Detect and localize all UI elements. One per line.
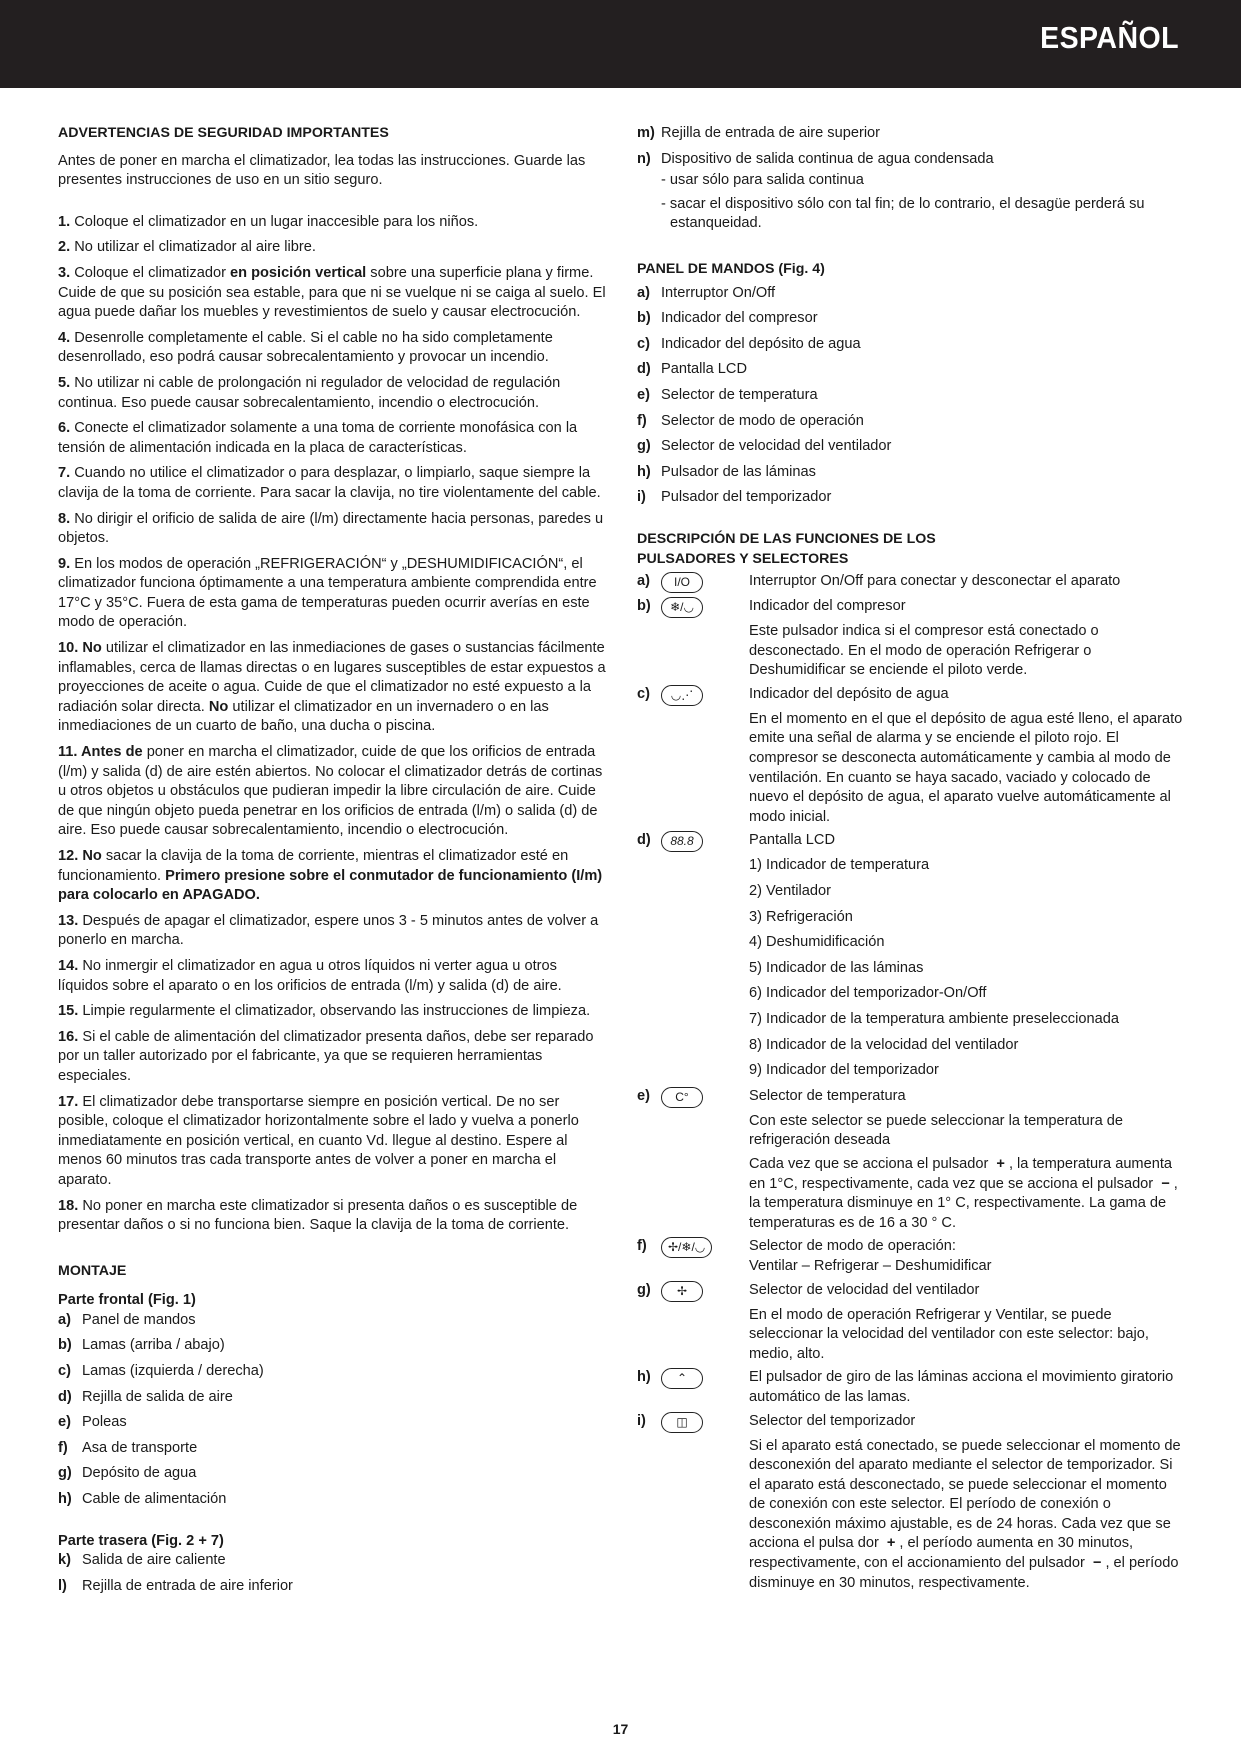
list-item: f) Selector de modo de operación <box>637 412 864 429</box>
safety-item: 7. Cuando no utilice el climatizador o para desplazar, o limpiarlo, saque siempre la clavija de la toma de corriente. Para sacar la clavija, no tire violentamente del cable. <box>58 465 601 501</box>
list-item: 6) Indicador del temporizador-On/Off <box>749 985 987 1002</box>
list-item: a) Panel de mandos <box>58 1311 196 1328</box>
safety-item: 5. No utilizar ni cable de prolongación ni regulador de velocidad de regulación continua. Eso puede causar sobrecalentamiento, incendio o electrocución. <box>58 374 561 411</box>
list-item: d) Rejilla de salida de aire <box>58 1388 233 1405</box>
fan-icon: ✢ <box>661 1281 703 1302</box>
list-item: 5) Indicador de las láminas <box>749 959 924 976</box>
function-b: b) ❄/◡ Indicador del compresor <box>637 597 1183 618</box>
funciones-title-2: PULSADORES Y SELECTORES <box>637 550 849 567</box>
function-b-desc: Este pulsador indica si el compresor está conectado o desconectado. En el modo de operación Refrigerar o Deshumidificar se enciende el piloto verde. <box>749 623 1099 679</box>
plus-icon: + <box>996 1155 1005 1172</box>
front-title: Parte frontal (Fig. 1) <box>58 1292 196 1309</box>
safety-item: 4. Desenrolle completamente el cable. Si el cable no ha sido completamente desenrollado, eso podrá causar sobrecalentamiento y provocar un incendio. <box>58 329 553 366</box>
minus-icon: − <box>1092 1555 1102 1572</box>
function-c: c) ◡⋰ Indicador del depósito de agua <box>637 685 1183 706</box>
minus-icon: − <box>1161 1175 1170 1192</box>
safety-item: 6. Conecte el climatizador solamente a una toma de corriente monofásica con la tensión de alimentación indicada en la placa de características. <box>58 420 578 456</box>
function-f: f) ✢/❄/◡ Selector de modo de operación: Ventilar – Refrigerar – Deshumidificar <box>637 1238 992 1274</box>
function-i: i) ◫ Selector del temporizador <box>637 1412 1183 1433</box>
rear-title: Parte trasera (Fig. 2 + 7) <box>58 1532 224 1549</box>
language-label: ESPAÑOL <box>1040 20 1179 55</box>
list-item: b) Lamas (arriba / abajo) <box>58 1337 225 1354</box>
list-item: 9) Indicador del temporizador <box>749 1062 939 1079</box>
list-item: i) Pulsador del temporizador <box>637 489 832 506</box>
list-item: n) Dispositivo de salida continua de agua condensada <box>637 150 994 167</box>
safety-item: 11. Antes de poner en marcha el climatizador, cuide de que los orificios de entrada (l/m) y salida (d) de aire estén abiertos. No colocar el climatizador detrás de cortinas u otros objetos u obstáculos que pudieran impedir la libre circulación de aire. Cuide de que ningún objeto pueda penetrar en los orificios de entrada (l/m) o salida (d) de aire. Eso puede causar sobrecalentamiento, incendio o electrocución. <box>58 744 603 839</box>
list-item: b) Indicador del compresor <box>637 310 818 327</box>
plus-icon: + <box>886 1535 896 1552</box>
right-column <box>637 124 1183 1597</box>
list-item: f) Asa de transporte <box>58 1439 198 1456</box>
list-item: e) Poleas <box>58 1414 127 1431</box>
safety-item: 9. En los modos de operación „REFRIGERACIÓN“ y „DESHUMIDIFICACIÓN“, el climatizador funciona óptimamente a una temperatura ambiente comprendida entre 17°C y 35°C. Fuera de esta gama de temperaturas pueden ocurrir averías en este modo de operación. <box>58 555 597 631</box>
list-item: 8) Indicador de la velocidad del ventilador <box>749 1036 1019 1053</box>
safety-item: 13. Después de apagar el climatizador, espere unos 3 - 5 minutos antes de volver a ponerlo en marcha. <box>58 912 599 949</box>
list-item: 3) Refrigeración <box>749 908 853 925</box>
list-item: 7) Indicador de la temperatura ambiente preseleccionada <box>749 1011 1119 1027</box>
list-item: h) Pulsador de las láminas <box>637 463 816 480</box>
list-item: g) Selector de velocidad del ventilador <box>637 438 892 455</box>
function-g: g) ✢ Selector de velocidad del ventilador <box>637 1281 1183 1302</box>
safety-item: 10. No utilizar el climatizador en las inmediaciones de gases o sustancias fácilmente inflamables, cerca de llamas directas o en lugares susceptibles de estar expuestos a proyecciones de aceite o agua. Cuide de que el climatizador no esté expuesto a la radiación solar directa. No utilizar el climatizador en un invernadero o en las inmediaciones de un cuarto de baño, una ducha o piscina. <box>58 640 606 735</box>
funciones-title-1: DESCRIPCIÓN DE LAS FUNCIONES DE LOS <box>637 530 936 547</box>
safety-item: 16. Si el cable de alimentación del climatizador presenta daños, debe ser reparado por un taller autorizado por el fabricante, ya que se requieren herramientas especiales. <box>58 1028 594 1084</box>
front-list <box>58 1311 606 1510</box>
montaje-title: MONTAJE <box>58 1262 127 1279</box>
list-item: 2) Ventilador <box>749 883 831 900</box>
function-i-desc: Si el aparato está conectado, se puede seleccionar el momento de desconexión del aparato mediante el selector de temporizador. Si el aparato está desconectado, se puede seleccionar el momento de conexión con este selector. El período de conexión o desconexión máximo ajustable, es de 24 horas. Cada vez que se acciona el pulsa dor + , el período aumenta en 30 minutos, respectivamente, con el accionamiento del pulsador − , el período disminuye en 30 minutos, respectivamente. <box>749 1437 1181 1591</box>
safety-item: 1. Coloque el climatizador en un lugar inaccesible para los niños. <box>58 213 479 230</box>
page-number: 17 <box>612 1721 629 1737</box>
list-item: h) Cable de alimentación <box>58 1491 227 1508</box>
compressor-icon: ❄/◡ <box>661 597 703 618</box>
lcd-display-icon: 88.8 <box>661 831 703 852</box>
lcd-list <box>637 856 1183 1080</box>
safety-item: 2. No utilizar el climatizador al aire libre. <box>58 239 316 256</box>
list-item: l) Rejilla de entrada de aire inferior <box>58 1577 293 1594</box>
safety-item: 18. No poner en marcha este climatizador si presenta daños o es susceptible de presentar daños o si no funciona bien. Saque la clavija de la toma de corriente. <box>58 1197 578 1234</box>
list-item: k) Salida de aire caliente <box>58 1552 226 1569</box>
function-d: d) 88.8 Pantalla LCD <box>637 831 1183 852</box>
mode-icon: ✢/❄/◡ <box>661 1237 712 1258</box>
left-column <box>58 124 606 1602</box>
safety-title: ADVERTENCIAS DE SEGURIDAD IMPORTANTES <box>58 125 389 141</box>
list-item: c) Lamas (izquierda / derecha) <box>58 1363 264 1380</box>
list-item: a) Interruptor On/Off <box>637 284 776 301</box>
safety-item: 12. No sacar la clavija de la toma de corriente, mientras el climatizador esté en funcionamiento. Primero presione sobre el conmutador de funcionamiento (I/m) para colocarlo en APAGADO. <box>58 848 603 904</box>
timer-icon: ◫ <box>661 1412 703 1433</box>
list-item: m) Rejilla de entrada de aire superior <box>637 125 881 141</box>
function-a: a) I/O Interruptor On/Off para conectar y desconectar el aparato <box>637 572 1183 593</box>
water-tank-icon: ◡⋰ <box>661 685 703 706</box>
function-g-desc: En el modo de operación Refrigerar y Ventilar, se puede seleccionar la velocidad del ventilador con este selector: bajo, medio, alto. <box>749 1306 1149 1362</box>
n-note-2: - sacar el dispositivo sólo con tal fin; de lo contrario, el desagüe perderá su estanqueidad. <box>661 195 1145 232</box>
temperature-icon: C° <box>661 1087 703 1108</box>
safety-item: 17. El climatizador debe transportarse siempre en posición vertical. De no ser posible, coloque el climatizador horizontalmente sobre el lado y vuelva a ponerlo inmediatamente en posición vertical, en cuanto Vd. llegue al destino. Espere al menos 60 minutos tras cada transporte antes de volver a poner en marcha el aparato. <box>58 1093 579 1188</box>
list-item: e) Selector de temperatura <box>637 386 818 403</box>
list-item: d) Pantalla LCD <box>637 361 747 378</box>
function-e-desc-1: Con este selector se puede seleccionar la temperatura de refrigeración deseada <box>749 1112 1123 1149</box>
safety-item: 8. No dirigir el orificio de salida de aire (l/m) directamente hacia personas, paredes u objetos. <box>58 510 604 547</box>
panel-list <box>637 284 1183 508</box>
list-item: 1) Indicador de temperatura <box>749 857 930 874</box>
list-item: g) Depósito de agua <box>58 1465 197 1482</box>
swing-icon: ⌃ <box>661 1368 703 1389</box>
function-e: e) C° Selector de temperatura <box>637 1087 1183 1108</box>
header-bar <box>0 0 1241 88</box>
safety-item: 14. No inmergir el climatizador en agua u otros líquidos ni verter agua u otros líquidos sobre el aparato o en los orificios de entrada (l/m) y salida (d) de aire. <box>58 957 562 994</box>
panel-title: PANEL DE MANDOS (Fig. 4) <box>637 260 825 277</box>
on-off-icon: I/O <box>661 572 703 593</box>
function-e-desc-2: Cada vez que se acciona el pulsador + , la temperatura aumenta en 1°C, respectivamente, cada vez que se acciona el pulsador − , la temperatura disminuye en 1° C, respectivamente. La gama de temperaturas es de 16 a 30 ° C. <box>749 1155 1178 1231</box>
safety-intro: Antes de poner en marcha el climatizador, lea todas las instrucciones. Guarde las presentes instrucciones de uso en un sitio seguro. <box>58 152 586 189</box>
safety-item: 3. Coloque el climatizador en posición vertical sobre una superficie plana y firme. Cuide de que su posición sea estable, para que ni se vuelque ni se caiga al suelo. El agua puede dañar los muebles y revestimientos de suelo y causar electrocución. <box>58 264 606 321</box>
n-note-1: - usar sólo para salida continua <box>661 172 864 189</box>
function-c-desc: En el momento en el que el depósito de agua esté lleno, el aparato emite una señal de alarma y se enciende el piloto rojo. El compresor se desconecta automáticamente y cambia al modo de ventilación. En cuanto se haya sacado, vaciado y colocado de nuevo el depósito de agua, el aparato vuelve automáticamente al modo inicial. <box>749 710 1183 825</box>
safety-item: 15. Limpie regularmente el climatizador, observando las instrucciones de limpieza. <box>58 1003 591 1020</box>
list-item: c) Indicador del depósito de agua <box>637 335 861 352</box>
list-item: 4) Deshumidificación <box>749 934 885 951</box>
function-h: h) ⌃ El pulsador de giro de las láminas acciona el movimiento giratorio automático de las lamas. <box>637 1369 1174 1405</box>
